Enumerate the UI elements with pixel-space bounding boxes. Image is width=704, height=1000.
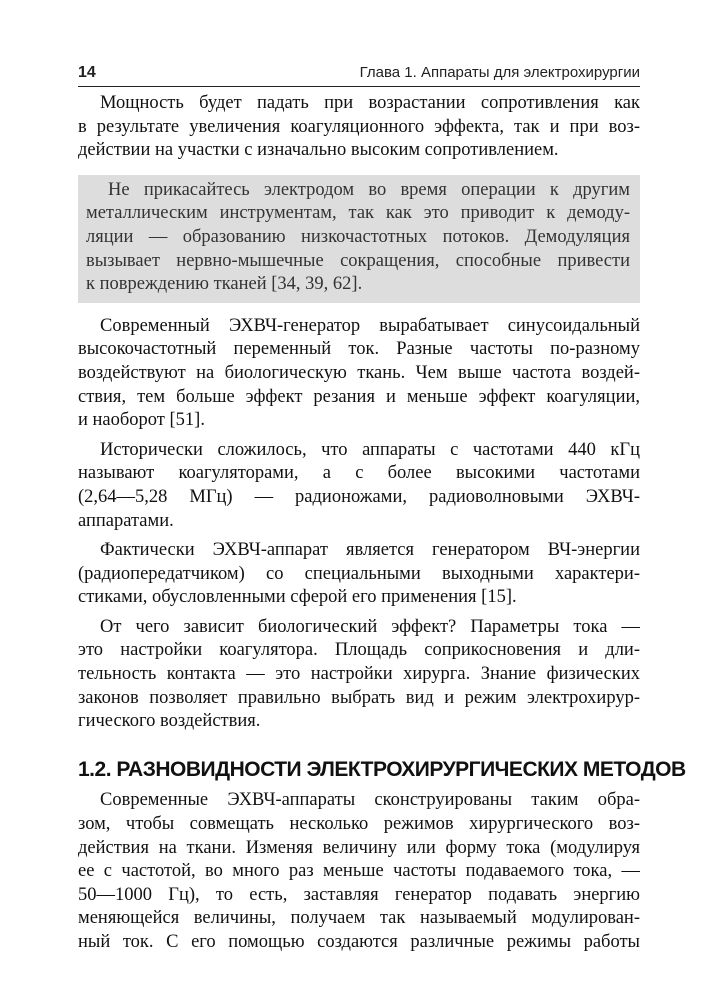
paragraph-actual (78, 539, 640, 610)
text-line: и наоборот [51]. (78, 410, 205, 431)
text-line: действии на участки с изначально высоким сопротивлением. (78, 140, 559, 161)
text-line: (2,64—5,28 МГц) — радионожами, радиоволновыми ЭХВЧ- (78, 486, 640, 507)
warning-note (78, 175, 640, 303)
note-line: вызывает нервно-мышечные сокращения, способные привести (86, 250, 630, 271)
text-line: стиками, обусловленными сферой его применения [15]. (78, 587, 517, 608)
text-line: Исторически сложилось, что аппараты с частотами 440 кГц (100, 439, 640, 460)
section-heading: 1.2. РАЗНОВИДНОСТИ ЭЛЕКТРОХИРУРГИЧЕСКИХ МЕТОДОВ (78, 757, 686, 781)
note-line: металлическим инструментам, так как это приводит к демоду- (86, 203, 630, 224)
text-line: аппаратами. (78, 510, 174, 531)
running-header (78, 62, 640, 87)
note-line: Не прикасайтесь электродом во время операции к другим (108, 179, 630, 200)
text-line: Современный ЭХВЧ-генератор вырабатывает синусоидальный (100, 315, 640, 336)
text-line: воздействуют на биологическую ткань. Чем выше частота воздей- (78, 362, 640, 383)
page-body (78, 92, 686, 955)
text-line: называют коагуляторами, а с более высокими частотами (78, 463, 640, 484)
text-line: гического воздействия. (78, 711, 261, 732)
text-line: Современные ЭХВЧ-аппараты сконструированы таким обра- (100, 790, 640, 811)
chapter-title: Глава 1. Аппараты для электрохирургии (359, 64, 640, 81)
text-line: От чего зависит биологический эффект? Параметры тока — (100, 616, 640, 637)
paragraph-intro (78, 92, 640, 163)
paragraph-history (78, 439, 640, 533)
text-line: 50—1000 Гц), то есть, заставляя генератор подавать энергию (78, 884, 640, 905)
text-line: меняющейся величины, получаем так называемый модулирован- (78, 908, 640, 929)
page-number: 14 (78, 64, 96, 81)
text-line: действия на ткани. Изменяя величину или форму тока (модулируя (78, 837, 640, 858)
text-line: это настройки коагулятора. Площадь соприкосновения и дли- (78, 640, 640, 661)
text-line: ствия, тем больше эффект резания и меньше эффект коагуляции, (78, 386, 640, 407)
text-line: ный ток. С его помощью создаются различные режимы работы (78, 932, 640, 952)
note-line: к повреждению тканей [34, 39, 62]. (86, 274, 363, 295)
text-line: зом, чтобы совмещать несколько режимов хирургического воз- (78, 814, 640, 835)
text-line: в результате увеличения коагуляционного эффекта, так и при воз- (78, 116, 640, 137)
paragraph-generator (78, 315, 640, 433)
paragraph-modern (78, 789, 640, 954)
text-line: законов позволяет правильно выбрать вид и режим электрохирур- (78, 687, 640, 708)
note-line: ляции — образованию низкочастотных потоков. Демодуляция (86, 226, 630, 247)
text-line: высокочастотный переменный ток. Разные частоты по-разному (78, 339, 640, 360)
text-line: ее с частотой, во много раз меньше частоты подаваемого тока, — (78, 861, 640, 882)
paragraph-effect (78, 616, 640, 734)
text-line: тельность контакта — это настройки хирурга. Знание физических (78, 664, 640, 685)
text-line: Фактически ЭХВЧ-аппарат является генератором ВЧ-энергии (100, 540, 640, 561)
text-line: Мощность будет падать при возрастании сопротивления как (100, 93, 640, 113)
text-line: (радиопередатчиком) со специальными выходными характери- (78, 563, 640, 584)
